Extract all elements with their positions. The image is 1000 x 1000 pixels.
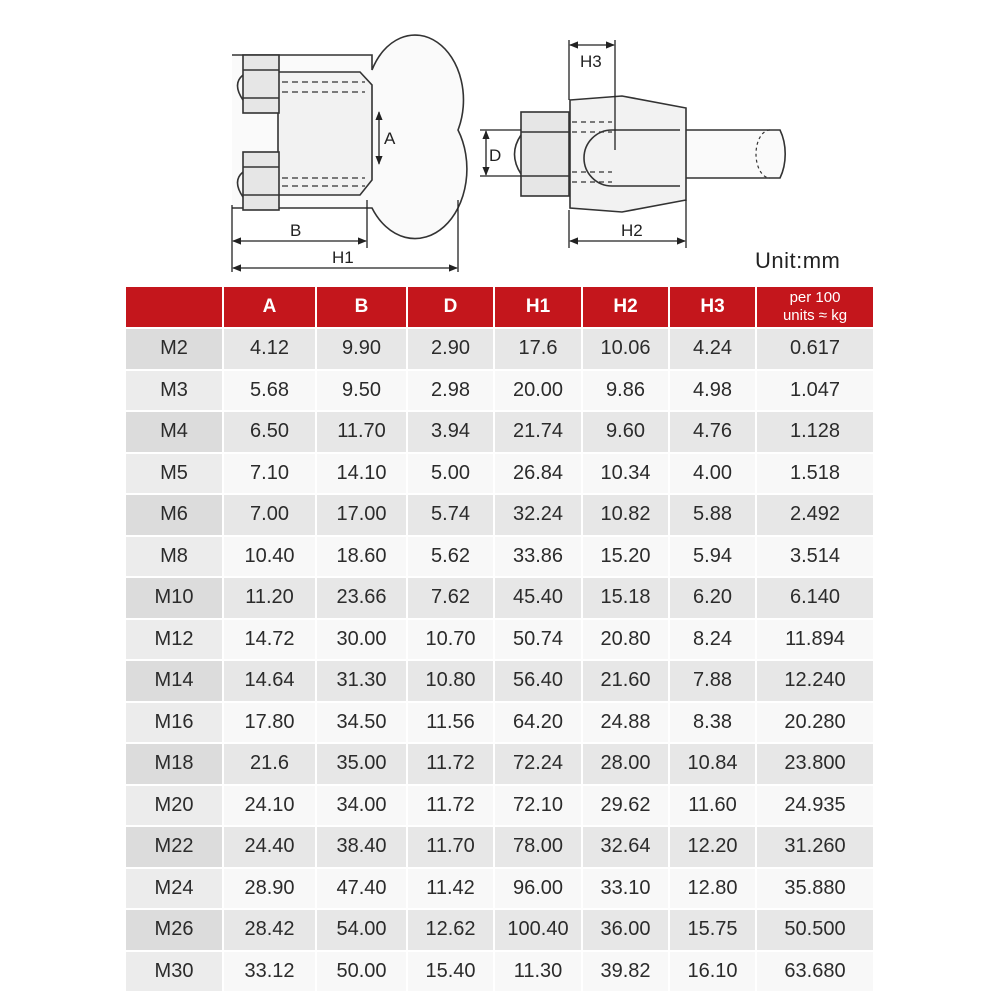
cell-h1: 64.20 [494, 702, 582, 744]
cell-h2: 32.64 [582, 826, 669, 868]
cell-h3: 5.88 [669, 494, 756, 536]
cell-a: 5.68 [223, 370, 316, 412]
table-row [126, 951, 873, 992]
header-d: D [407, 287, 494, 328]
cell-h3: 4.76 [669, 411, 756, 453]
cell-d: 11.72 [407, 743, 494, 785]
cell-weight: 1.518 [756, 453, 873, 495]
cell-h2: 9.86 [582, 370, 669, 412]
cell-h1: 20.00 [494, 370, 582, 412]
cell-h2: 15.18 [582, 577, 669, 619]
cell-d: 5.74 [407, 494, 494, 536]
cell-h3: 8.38 [669, 702, 756, 744]
cell-size: M26 [126, 909, 223, 951]
cell-weight: 23.800 [756, 743, 873, 785]
table-row [126, 909, 873, 951]
spec-table [126, 287, 873, 991]
cell-h2: 15.20 [582, 536, 669, 578]
cell-weight: 20.280 [756, 702, 873, 744]
table-row [126, 660, 873, 702]
header-h2: H2 [582, 287, 669, 328]
header-weight-line1: per 100 [789, 289, 841, 306]
table-row [126, 536, 873, 578]
cell-size: M10 [126, 577, 223, 619]
cell-b: 23.66 [316, 577, 407, 619]
cell-size: M16 [126, 702, 223, 744]
cell-h3: 10.84 [669, 743, 756, 785]
cell-d: 2.90 [407, 328, 494, 370]
dim-label-a: A [384, 129, 396, 148]
cell-h1: 50.74 [494, 619, 582, 661]
table-row [126, 453, 873, 495]
cell-h2: 29.62 [582, 785, 669, 827]
cell-h1: 21.74 [494, 411, 582, 453]
cell-size: M22 [126, 826, 223, 868]
cell-a: 14.64 [223, 660, 316, 702]
table-row [126, 826, 873, 868]
dim-label-h3: H3 [580, 52, 602, 71]
cell-h3: 8.24 [669, 619, 756, 661]
cell-h2: 36.00 [582, 909, 669, 951]
cell-h3: 12.80 [669, 868, 756, 910]
cell-size: M6 [126, 494, 223, 536]
cell-size: M12 [126, 619, 223, 661]
table-row [126, 577, 873, 619]
dim-label-d: D [489, 146, 502, 165]
cell-h1: 33.86 [494, 536, 582, 578]
cell-h3: 12.20 [669, 826, 756, 868]
cell-a: 7.10 [223, 453, 316, 495]
cell-h2: 24.88 [582, 702, 669, 744]
cell-a: 7.00 [223, 494, 316, 536]
cell-weight: 12.240 [756, 660, 873, 702]
cell-weight: 35.880 [756, 868, 873, 910]
cell-a: 11.20 [223, 577, 316, 619]
cell-weight: 0.617 [756, 328, 873, 370]
cell-d: 2.98 [407, 370, 494, 412]
header-h1: H1 [494, 287, 582, 328]
cell-d: 10.80 [407, 660, 494, 702]
cell-a: 10.40 [223, 536, 316, 578]
cell-b: 38.40 [316, 826, 407, 868]
cell-d: 11.70 [407, 826, 494, 868]
cell-b: 47.40 [316, 868, 407, 910]
cell-weight: 6.140 [756, 577, 873, 619]
cell-h1: 100.40 [494, 909, 582, 951]
cell-h3: 4.98 [669, 370, 756, 412]
cell-h1: 45.40 [494, 577, 582, 619]
cell-b: 35.00 [316, 743, 407, 785]
cell-size: M4 [126, 411, 223, 453]
cell-b: 31.30 [316, 660, 407, 702]
table-row [126, 328, 873, 370]
cell-h1: 17.6 [494, 328, 582, 370]
cell-size: M18 [126, 743, 223, 785]
cell-weight: 24.935 [756, 785, 873, 827]
table-row [126, 619, 873, 661]
table-row [126, 370, 873, 412]
cell-h1: 96.00 [494, 868, 582, 910]
header-size [126, 287, 223, 328]
cell-weight: 2.492 [756, 494, 873, 536]
header-h3: H3 [669, 287, 756, 328]
cell-a: 17.80 [223, 702, 316, 744]
header-b: B [316, 287, 407, 328]
cell-h2: 33.10 [582, 868, 669, 910]
cell-h2: 9.60 [582, 411, 669, 453]
cell-b: 34.00 [316, 785, 407, 827]
wire-rope-clip-diagram [0, 0, 1000, 285]
table-row [126, 494, 873, 536]
cell-size: M5 [126, 453, 223, 495]
cell-h2: 21.60 [582, 660, 669, 702]
cell-size: M2 [126, 328, 223, 370]
cell-h1: 56.40 [494, 660, 582, 702]
header-weight [756, 287, 873, 328]
cell-h3: 5.94 [669, 536, 756, 578]
cell-h1: 26.84 [494, 453, 582, 495]
cell-h2: 10.06 [582, 328, 669, 370]
cell-h3: 7.88 [669, 660, 756, 702]
dim-label-b: B [290, 221, 302, 240]
cell-weight: 1.047 [756, 370, 873, 412]
cell-b: 34.50 [316, 702, 407, 744]
table-row [126, 785, 873, 827]
table-body [126, 328, 873, 991]
cell-d: 15.40 [407, 951, 494, 992]
cell-h3: 4.24 [669, 328, 756, 370]
cell-h1: 11.30 [494, 951, 582, 992]
cell-a: 21.6 [223, 743, 316, 785]
cell-a: 28.90 [223, 868, 316, 910]
cell-b: 30.00 [316, 619, 407, 661]
cell-b: 54.00 [316, 909, 407, 951]
cell-b: 50.00 [316, 951, 407, 992]
cell-h3: 16.10 [669, 951, 756, 992]
cell-b: 9.50 [316, 370, 407, 412]
cell-a: 24.10 [223, 785, 316, 827]
cell-h1: 72.10 [494, 785, 582, 827]
cell-h1: 72.24 [494, 743, 582, 785]
cell-b: 11.70 [316, 411, 407, 453]
cell-a: 24.40 [223, 826, 316, 868]
cell-a: 14.72 [223, 619, 316, 661]
cell-size: M30 [126, 951, 223, 992]
table-row [126, 743, 873, 785]
cell-d: 10.70 [407, 619, 494, 661]
cell-weight: 63.680 [756, 951, 873, 992]
header-a: A [223, 287, 316, 328]
cell-size: M24 [126, 868, 223, 910]
cell-b: 18.60 [316, 536, 407, 578]
cell-b: 17.00 [316, 494, 407, 536]
cell-weight: 31.260 [756, 826, 873, 868]
cell-weight: 1.128 [756, 411, 873, 453]
cell-h2: 20.80 [582, 619, 669, 661]
cell-size: M14 [126, 660, 223, 702]
unit-label: Unit:mm [755, 248, 841, 273]
cell-h3: 11.60 [669, 785, 756, 827]
cell-h2: 39.82 [582, 951, 669, 992]
cell-d: 3.94 [407, 411, 494, 453]
table-header-row [126, 287, 873, 328]
cell-b: 14.10 [316, 453, 407, 495]
side-view [515, 96, 786, 212]
cell-size: M3 [126, 370, 223, 412]
cell-size: M20 [126, 785, 223, 827]
cell-d: 5.00 [407, 453, 494, 495]
table-row [126, 868, 873, 910]
cell-d: 5.62 [407, 536, 494, 578]
cell-b: 9.90 [316, 328, 407, 370]
cell-a: 33.12 [223, 951, 316, 992]
cell-h3: 15.75 [669, 909, 756, 951]
cell-d: 11.42 [407, 868, 494, 910]
dim-label-h2: H2 [621, 221, 643, 240]
cell-weight: 3.514 [756, 536, 873, 578]
table-row [126, 702, 873, 744]
cell-h1: 78.00 [494, 826, 582, 868]
cell-d: 11.56 [407, 702, 494, 744]
front-view [232, 35, 467, 239]
cell-size: M8 [126, 536, 223, 578]
cell-h3: 4.00 [669, 453, 756, 495]
cell-h2: 28.00 [582, 743, 669, 785]
cell-weight: 11.894 [756, 619, 873, 661]
cell-d: 12.62 [407, 909, 494, 951]
cell-a: 4.12 [223, 328, 316, 370]
cell-d: 7.62 [407, 577, 494, 619]
cell-h1: 32.24 [494, 494, 582, 536]
cell-h2: 10.82 [582, 494, 669, 536]
cell-h2: 10.34 [582, 453, 669, 495]
cell-weight: 50.500 [756, 909, 873, 951]
cell-a: 28.42 [223, 909, 316, 951]
header-weight-line2: units ≈ kg [782, 307, 848, 324]
cell-d: 11.72 [407, 785, 494, 827]
cell-h3: 6.20 [669, 577, 756, 619]
table-row [126, 411, 873, 453]
dim-label-h1: H1 [332, 248, 354, 267]
cell-a: 6.50 [223, 411, 316, 453]
